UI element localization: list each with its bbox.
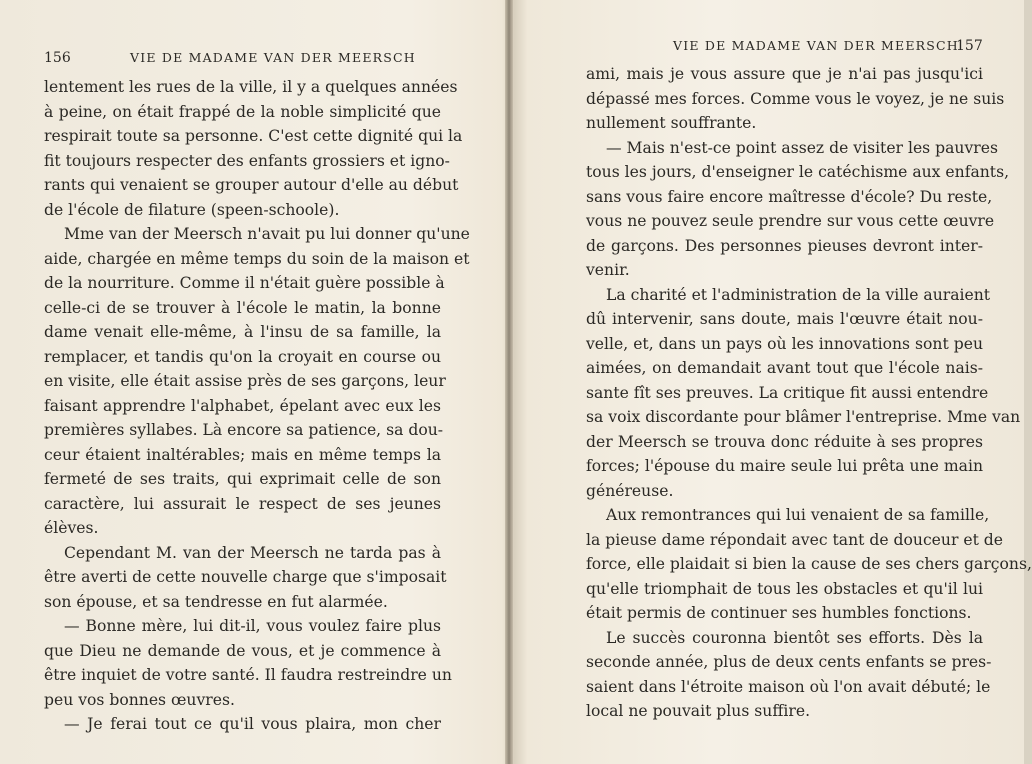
text-line-content: caractère, lui assurait le respect de ses jeunes xyxy=(44,494,441,513)
text-line xyxy=(44,467,441,492)
text-line xyxy=(44,296,441,321)
text-line-content: à peine, on était frappé de la noble simplicité que xyxy=(44,102,441,121)
text-line-content: être averti de cette nouvelle charge que s'imposait xyxy=(44,568,447,586)
text-line xyxy=(586,381,989,406)
text-line-content: nullement souffrante. xyxy=(586,114,757,132)
text-line-content: en visite, elle était assise près de ses garçons, leur xyxy=(44,372,446,390)
text-line xyxy=(586,111,983,136)
text-line-content: était permis de continuer ses humbles fonctions. xyxy=(586,604,972,622)
text-line xyxy=(44,443,441,468)
text-line xyxy=(44,516,441,541)
text-line-content: rants qui venaient se grouper autour d'elle au début xyxy=(44,176,459,194)
text-line xyxy=(586,356,983,381)
text-line xyxy=(586,699,983,724)
text-line-content: ami, mais je vous assure que je n'ai pas jusqu'ici xyxy=(586,65,983,83)
text-line-content: dame venait elle-même, à l'insu de sa famille, la xyxy=(44,323,441,341)
text-line xyxy=(44,492,441,517)
text-line-content: lentement les rues de la ville, il y a quelques années xyxy=(44,78,458,96)
page-body xyxy=(586,62,1032,724)
text-line-content: Mme van der Meersch n'avait pu lui donner qu'une xyxy=(64,225,470,243)
text-line xyxy=(44,712,441,737)
text-line-content: venir. xyxy=(586,261,630,279)
text-line-content: sa voix discordante pour blâmer l'entreprise. Mme van xyxy=(586,408,1021,426)
text-line xyxy=(44,247,470,272)
text-line xyxy=(586,626,983,651)
text-line xyxy=(44,345,441,370)
text-line-content: Le succès couronna bientôt ses efforts. Dès la xyxy=(606,628,983,647)
text-line xyxy=(44,663,452,688)
text-line xyxy=(586,405,1021,430)
text-line-content: fit toujours respecter des enfants grossiers et igno- xyxy=(44,151,450,170)
text-line-content: peu vos bonnes œuvres. xyxy=(44,690,235,709)
text-line xyxy=(586,577,983,602)
text-line-content: force, elle plaidait si bien la cause de ses chers garçons, xyxy=(586,555,1032,573)
text-line-content: tous les jours, d'enseigner le catéchisme aux enfants, xyxy=(586,163,1010,181)
text-line xyxy=(44,369,446,394)
text-line-content: faisant apprendre l'alphabet, épelant avec eux les xyxy=(44,396,441,415)
text-line-content: fermeté de ses traits, qui exprimait celle de son xyxy=(44,470,441,488)
text-line xyxy=(586,283,991,308)
text-line xyxy=(44,75,458,100)
running-head: VIE DE MADAME VAN DER MEERSCH xyxy=(130,50,416,65)
page-body xyxy=(44,75,470,737)
text-line xyxy=(44,614,441,639)
text-line-content: sans vous faire encore maîtresse d'école? Du reste, xyxy=(586,187,993,206)
text-line xyxy=(586,675,991,700)
text-line xyxy=(44,198,441,223)
right-page xyxy=(513,0,1032,764)
text-line-content: aide, chargée en même temps du soin de la maison et xyxy=(44,249,470,268)
text-line xyxy=(44,149,450,174)
text-line-content: velle, et, dans un pays où les innovations sont peu xyxy=(586,334,983,353)
text-line-content: être inquiet de votre santé. Il faudra restreindre un xyxy=(44,666,452,684)
text-line xyxy=(586,209,995,234)
text-line xyxy=(586,160,1010,185)
running-head: VIE DE MADAME VAN DER MEERSCH xyxy=(673,38,959,53)
text-line xyxy=(44,222,470,247)
text-line xyxy=(586,479,983,504)
text-line-content: qu'elle triomphait de tous les obstacles et qu'il lui xyxy=(586,579,983,598)
text-line-content: seconde année, plus de deux cents enfants se pres- xyxy=(586,653,992,671)
text-line xyxy=(586,87,1005,112)
text-line-content: der Meersch se trouva donc réduite à ses propres xyxy=(586,432,983,451)
text-line xyxy=(586,185,993,210)
text-line-content: celle-ci de se trouver à l'école le matin, la bonne xyxy=(44,298,441,317)
text-line-content: de la nourriture. Comme il n'était guère possible à xyxy=(44,274,445,292)
left-page xyxy=(0,0,505,764)
text-line-content: son épouse, et sa tendresse en fut alarmée. xyxy=(44,592,388,611)
text-line-content: dépassé mes forces. Comme vous le voyez, je ne suis xyxy=(586,89,1005,108)
book-gutter xyxy=(505,0,513,764)
text-line-content: aimées, on demandait avant tout que l'école nais- xyxy=(586,359,983,377)
text-line-content: la pieuse dame répondait avec tant de douceur et de xyxy=(586,530,1004,549)
text-line-content: généreuse. xyxy=(586,481,674,500)
text-line-content: que Dieu ne demande de vous, et je commence à xyxy=(44,641,441,660)
text-line xyxy=(44,688,441,713)
text-line-content: vous ne pouvez seule prendre sur vous cette œuvre xyxy=(586,212,995,230)
page-number: 157 xyxy=(956,38,983,54)
text-line-content: sante fît ses preuves. La critique fit aussi entendre xyxy=(586,383,989,402)
text-line xyxy=(44,394,441,419)
text-line-content: ceur étaient inaltérables; mais en même temps la xyxy=(44,445,441,464)
text-line-content: — Mais n'est-ce point assez de visiter les pauvres xyxy=(606,138,998,157)
text-line-content: — Bonne mère, lui dit-il, vous voulez faire plus xyxy=(64,617,441,635)
text-line xyxy=(586,307,983,332)
text-line xyxy=(586,503,990,528)
text-line xyxy=(586,62,983,87)
text-line xyxy=(586,454,983,479)
text-line-content: La charité et l'administration de la ville auraient xyxy=(606,285,991,304)
text-line xyxy=(44,590,441,615)
page-number: 156 xyxy=(44,50,71,66)
text-line-content: de l'école de filature (speen-schoole). xyxy=(44,200,340,219)
text-line xyxy=(44,639,441,664)
text-line xyxy=(44,100,441,125)
text-line-content: premières syllabes. Là encore sa patience, sa dou- xyxy=(44,421,444,439)
text-line-content: — Je ferai tout ce qu'il vous plaira, mon cher xyxy=(64,715,441,733)
text-line-content: Aux remontrances qui lui venaient de sa famille, xyxy=(606,506,990,524)
text-line-content: Cependant M. van der Meersch ne tarda pas à xyxy=(64,543,441,562)
text-line-content: forces; l'épouse du maire seule lui prêta une main xyxy=(586,457,983,475)
text-line xyxy=(586,258,983,283)
text-line xyxy=(586,430,983,455)
text-line xyxy=(586,136,998,161)
text-line-content: de garçons. Des personnes pieuses devront inter- xyxy=(586,236,983,255)
text-line xyxy=(586,552,1032,577)
text-line xyxy=(44,271,445,296)
text-line-content: local ne pouvait plus suffire. xyxy=(586,702,811,720)
text-line-content: respirait toute sa personne. C'est cette dignité qui la xyxy=(44,127,463,145)
text-line xyxy=(44,320,441,345)
text-line xyxy=(44,565,447,590)
text-line xyxy=(586,601,983,626)
text-line xyxy=(586,234,983,259)
text-line-content: remplacer, et tandis qu'on la croyait en course ou xyxy=(44,347,441,366)
text-line-content: saient dans l'étroite maison où l'on avait débuté; le xyxy=(586,677,991,696)
text-line xyxy=(44,173,459,198)
text-line-content: élèves. xyxy=(44,519,99,537)
text-line xyxy=(44,124,463,149)
text-line-content: dû intervenir, sans doute, mais l'œuvre était nou- xyxy=(586,310,983,328)
text-line xyxy=(44,541,441,566)
text-line xyxy=(586,332,983,357)
text-line xyxy=(586,528,1004,553)
text-line xyxy=(586,650,992,675)
text-line xyxy=(44,418,444,443)
